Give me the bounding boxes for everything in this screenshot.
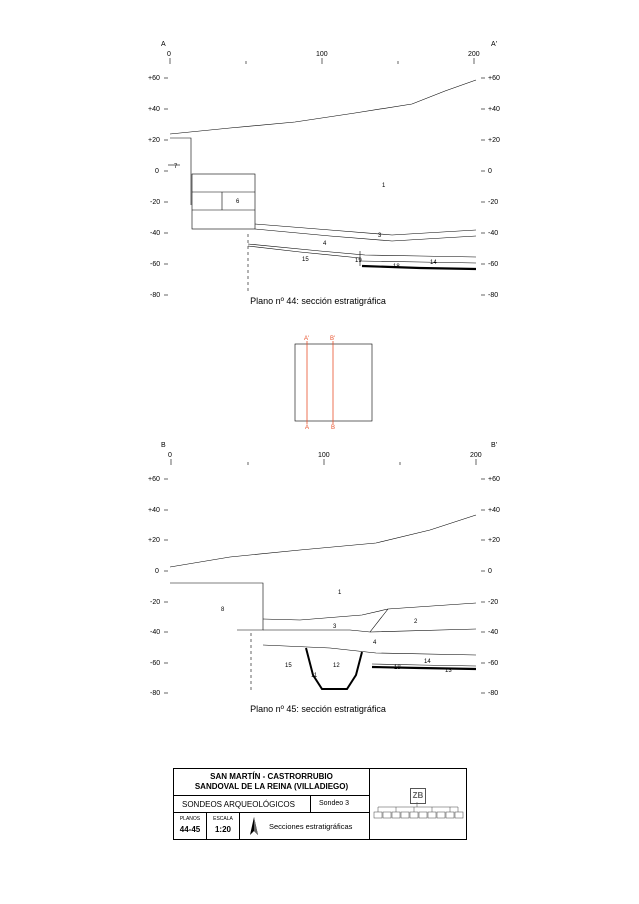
- section-start-label: A: [161, 41, 166, 48]
- layer-14-top: [360, 261, 476, 263]
- layer-1-base: [263, 603, 476, 620]
- section-start-label: B: [161, 442, 166, 449]
- layer-8-block: [170, 583, 263, 630]
- y-label-right: -60: [488, 261, 499, 268]
- escala-value: 1:20: [214, 825, 231, 834]
- key-label-a: A: [305, 425, 310, 430]
- y-label-left: -40: [150, 629, 161, 636]
- y-label-left: -20: [150, 199, 161, 206]
- section-44-drawing: [0, 0, 639, 320]
- layer-label: 12: [333, 663, 340, 669]
- escala-label: ESCALA: [213, 816, 233, 822]
- y-label-left: -60: [150, 660, 161, 667]
- y-label-left: 0: [155, 568, 159, 575]
- y-label-left: +60: [148, 75, 160, 82]
- key-label-b-prime: B': [330, 336, 336, 342]
- layer-label: 1: [382, 183, 386, 189]
- x-tick-200: 200: [470, 452, 482, 459]
- layer-label: 2: [414, 619, 418, 625]
- layer-label: 15: [285, 663, 292, 669]
- y-label-left: -40: [150, 230, 161, 237]
- title-block: [173, 768, 467, 840]
- layer-label: 11: [311, 673, 318, 679]
- y-label-right: -80: [488, 690, 499, 697]
- layer-3-bottom: [255, 229, 476, 241]
- layer-6-block: [192, 174, 255, 229]
- layer-label: 3: [333, 624, 337, 630]
- section-44-caption: Plano nº 44: sección estratigráfica: [250, 296, 386, 306]
- y-label-right: -20: [488, 199, 499, 206]
- y-label-right: +20: [488, 537, 500, 544]
- title-line-2: SANDOVAL DE LA REINA (VILLADIEGO): [194, 782, 349, 791]
- planos-value: 44-45: [179, 825, 201, 834]
- y-label-right: +40: [488, 507, 500, 514]
- key-label-b: B: [331, 425, 336, 430]
- layer-label: 8: [221, 607, 225, 613]
- layer-4-bottom: [248, 244, 476, 257]
- x-tick-0: 0: [167, 51, 171, 58]
- x-tick-0: 0: [168, 452, 172, 459]
- layer-label: 15: [302, 257, 309, 263]
- section-45-drawing: [0, 430, 639, 720]
- y-label-left: -60: [150, 261, 161, 268]
- north-arrow-cell: [240, 813, 266, 839]
- ground-surface-line: [170, 515, 476, 567]
- description-label: Secciones estratigráficas: [266, 813, 370, 839]
- y-label-left: -80: [150, 690, 161, 697]
- section-45-caption: Plano nº 45: sección estratigráfica: [250, 704, 386, 714]
- y-label-right: 0: [488, 168, 492, 175]
- title-area: [174, 769, 370, 796]
- north-arrow-icon: [240, 813, 266, 839]
- pit-profile: [170, 138, 191, 205]
- layer-label: 4: [323, 241, 327, 247]
- layer-label: 18: [394, 665, 401, 671]
- layer-4-bottom: [263, 645, 476, 655]
- x-tick-100: 100: [318, 452, 330, 459]
- y-label-right: +60: [488, 75, 500, 82]
- y-ticks: [164, 479, 485, 693]
- escala-cell: [207, 813, 240, 839]
- ground-surface-line: [170, 80, 476, 134]
- section-end-label: A': [491, 41, 498, 48]
- key-plan-outline: [295, 344, 372, 421]
- y-label-left: +20: [148, 537, 160, 544]
- x-tick-100: 100: [316, 51, 328, 58]
- layer-label: 1: [338, 590, 342, 596]
- y-label-right: +20: [488, 137, 500, 144]
- layer-label: 13: [445, 668, 452, 674]
- layer-18-base: [362, 266, 476, 269]
- logo-icon: ZB: [410, 788, 426, 804]
- layer-18-base: [372, 667, 476, 669]
- title-line-1: SAN MARTÍN - CASTRORRUBIO: [210, 772, 333, 781]
- logo-tree-graphic: [370, 802, 466, 822]
- x-tick-200: 200: [468, 51, 480, 58]
- section-end-label: B': [491, 442, 498, 449]
- y-label-right: +40: [488, 106, 500, 113]
- layer-3-top: [255, 224, 476, 235]
- y-label-left: +20: [148, 137, 160, 144]
- y-label-left: +60: [148, 476, 160, 483]
- y-label-left: 0: [155, 168, 159, 175]
- layer-label: 4: [373, 640, 377, 646]
- y-label-right: +60: [488, 476, 500, 483]
- y-label-right: -40: [488, 629, 499, 636]
- y-label-left: +40: [148, 507, 160, 514]
- layer-label: 3: [378, 233, 382, 239]
- y-label-right: -20: [488, 599, 499, 606]
- y-label-right: -40: [488, 230, 499, 237]
- planos-label: PLANOS: [179, 816, 201, 822]
- key-plan: [280, 330, 390, 430]
- layer-label: 7: [174, 164, 178, 170]
- y-label-left: -80: [150, 292, 161, 299]
- logo-area: [370, 769, 466, 839]
- y-label-right: -60: [488, 660, 499, 667]
- y-label-left: -20: [150, 599, 161, 606]
- key-label-a-prime: A': [304, 336, 310, 342]
- y-label-right: -80: [488, 292, 499, 299]
- layer-label: 18: [393, 264, 400, 270]
- layer-label: 19: [355, 258, 362, 264]
- layer-label: 14: [424, 659, 431, 665]
- y-label-right: 0: [488, 568, 492, 575]
- layer-3-bottom: [263, 629, 476, 632]
- layer-label: 14: [430, 260, 437, 266]
- project-label: SONDEOS ARQUEOLÓGICOS: [174, 796, 311, 813]
- layer-label: 6: [236, 199, 240, 205]
- y-label-left: +40: [148, 106, 160, 113]
- sondeo-label: Sondeo 3: [311, 796, 370, 813]
- planos-cell: [174, 813, 207, 839]
